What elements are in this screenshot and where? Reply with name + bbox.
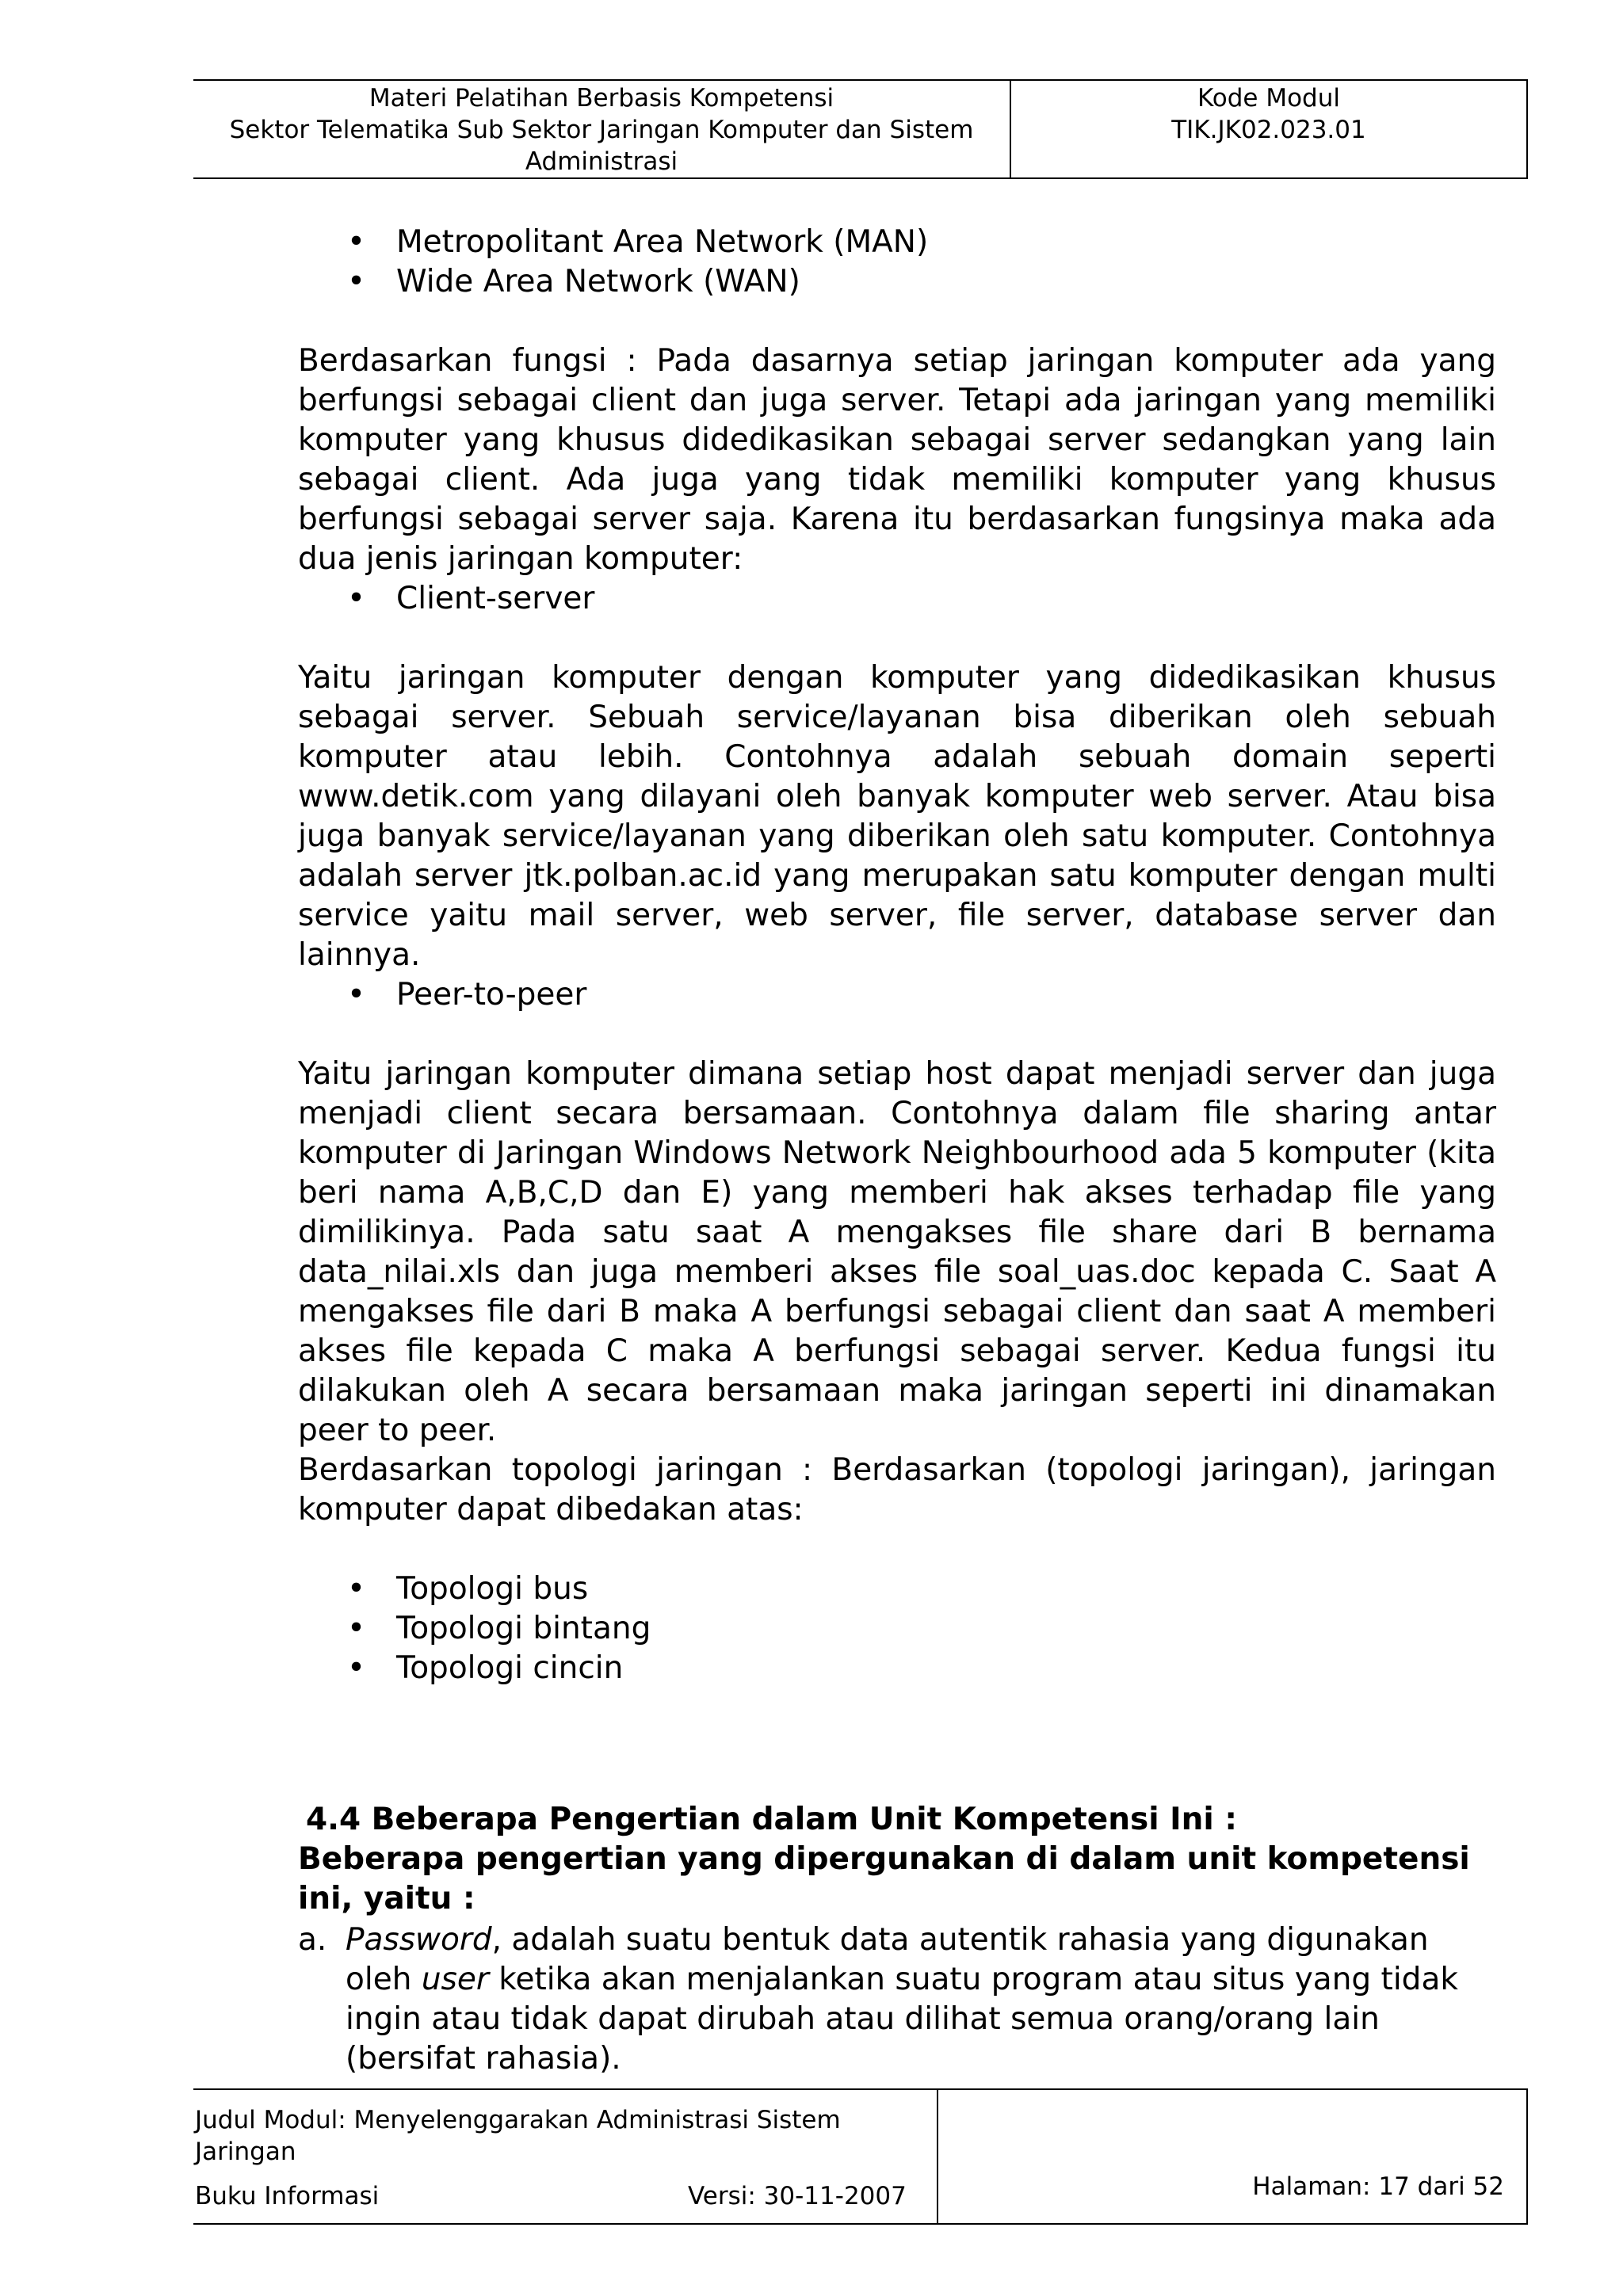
bullet-icon: •	[347, 1571, 366, 1607]
section-subheading: Beberapa pengertian yang dipergunakan di dalam unit kompetensi ini, yaitu :	[298, 1841, 1470, 1917]
bullet-icon: •	[347, 1611, 366, 1646]
bullet-icon: •	[347, 977, 366, 1013]
definition-body: Password, adalah suatu bentuk data autentik rahasia yang digunakan oleh user ketika akan menjalankan suatu program atau situs yang tidak ingin atau tidak dapat dirubah atau dilihat semua orang/orang lain (bersifat rahasia).	[346, 1922, 1458, 2077]
bullet-icon: •	[347, 264, 366, 299]
footer-version: Versi: 30-11-2007	[688, 2182, 907, 2210]
list-item: • Topologi cincin	[298, 1649, 651, 1688]
page-header	[193, 79, 1528, 179]
page-footer	[193, 2088, 1528, 2225]
bullet-icon: •	[347, 1650, 366, 1686]
header-module-code	[1011, 81, 1526, 177]
list-item: • Metropolitant Area Network (MAN)	[298, 223, 928, 262]
network-type-list	[298, 223, 928, 302]
footer-book-label: Buku Informasi	[195, 2182, 380, 2210]
footer-page-info	[938, 2090, 1526, 2223]
module-code-label: Kode Modul	[1197, 84, 1340, 113]
paragraph-fungsi: Berdasarkan fungsi : Pada dasarnya setiap jaringan komputer ada yang berfungsi sebagai client dan juga server. Tetapi ada jaringan yang memiliki komputer yang khusus didedikasikan sebagai server sedangkan yang lain sebagai client. Ada juga yang tidak memiliki komputer yang khusus berfungsi sebagai server saja. Karena itu berdasarkan fungsinya maka ada dua jenis jaringan komputer:	[298, 343, 1496, 577]
list-item: • Client-server	[298, 579, 594, 619]
list-item: • Topologi bintang	[298, 1609, 651, 1649]
list-item: • Peer-to-peer	[298, 975, 586, 1015]
list-item: • Wide Area Network (WAN)	[298, 262, 928, 302]
paragraph-client-server: Yaitu jaringan komputer dengan komputer yang didedikasikan khusus sebagai server. Sebuah service/layanan bisa diberikan oleh sebuah komputer atau lebih. Contohnya adalah sebuah domain seperti www.detik.com yang dilayani oleh banyak komputer web server. Atau bisa juga banyak service/layanan yang diberikan oleh satu komputer. Contohnya adalah server jtk.polban.ac.id yang merupakan satu komputer dengan multi service yaitu mail server, web server, file server, database server dan lainnya.	[298, 660, 1496, 973]
section-heading: 4.4 Beberapa Pengertian dalam Unit Kompetensi Ini :	[306, 1802, 1237, 1837]
bullet-icon: •	[347, 581, 366, 616]
footer-module-info	[193, 2090, 938, 2223]
paragraph-peer-to-peer: Yaitu jaringan komputer dimana setiap host dapat menjadi server dan juga menjadi client secara bersamaan. Contohnya dalam file sharing antar komputer di Jaringan Windows Network Neighbourhood ada 5 komputer (kita beri nama A,B,C,D dan E) yang memberi hak akses terhadap file yang dimilikinya. Pada satu saat A mengakses file share dari B bernama data_nilai.xls dan juga memberi akses file soal_uas.doc kepada C. Saat A mengakses file dari B maka A berfungsi sebagai client dan saat A memberi akses file kepada C maka A berfungsi sebagai server. Kedua fungsi itu dilakukan oleh A secara bersamaan maka jaringan seperti ini dinamakan peer to peer.	[298, 1056, 1496, 1448]
page-number: Halaman: 17 dari 52	[1252, 2172, 1504, 2201]
footer-module-title: Judul Modul: Menyelenggarakan Administrasi Sistem Jaringan	[195, 2106, 841, 2166]
header-module-info	[193, 81, 1011, 177]
module-code-value: TIK.JK02.023.01	[1171, 116, 1366, 144]
header-line-2: Sektor Telematika Sub Sektor Jaringan Komputer dan Sistem	[229, 116, 974, 144]
bullet-icon: •	[347, 224, 366, 260]
definition-marker: a.	[298, 1922, 327, 1958]
paragraph-topologi: Berdasarkan topologi jaringan : Berdasarkan (topologi jaringan), jaringan komputer dapat dibedakan atas:	[298, 1452, 1496, 1527]
definition-term-user: user	[421, 1962, 489, 1997]
client-server-heading	[298, 579, 594, 619]
definition-term: Password	[346, 1922, 492, 1958]
definition-item	[298, 1920, 1487, 2079]
peer-to-peer-heading	[298, 975, 586, 1015]
list-item: • Topologi bus	[298, 1569, 651, 1609]
header-line-3: Administrasi	[525, 147, 678, 176]
header-line-1: Materi Pelatihan Berbasis Kompetensi	[369, 84, 834, 113]
topologi-list	[298, 1569, 651, 1688]
